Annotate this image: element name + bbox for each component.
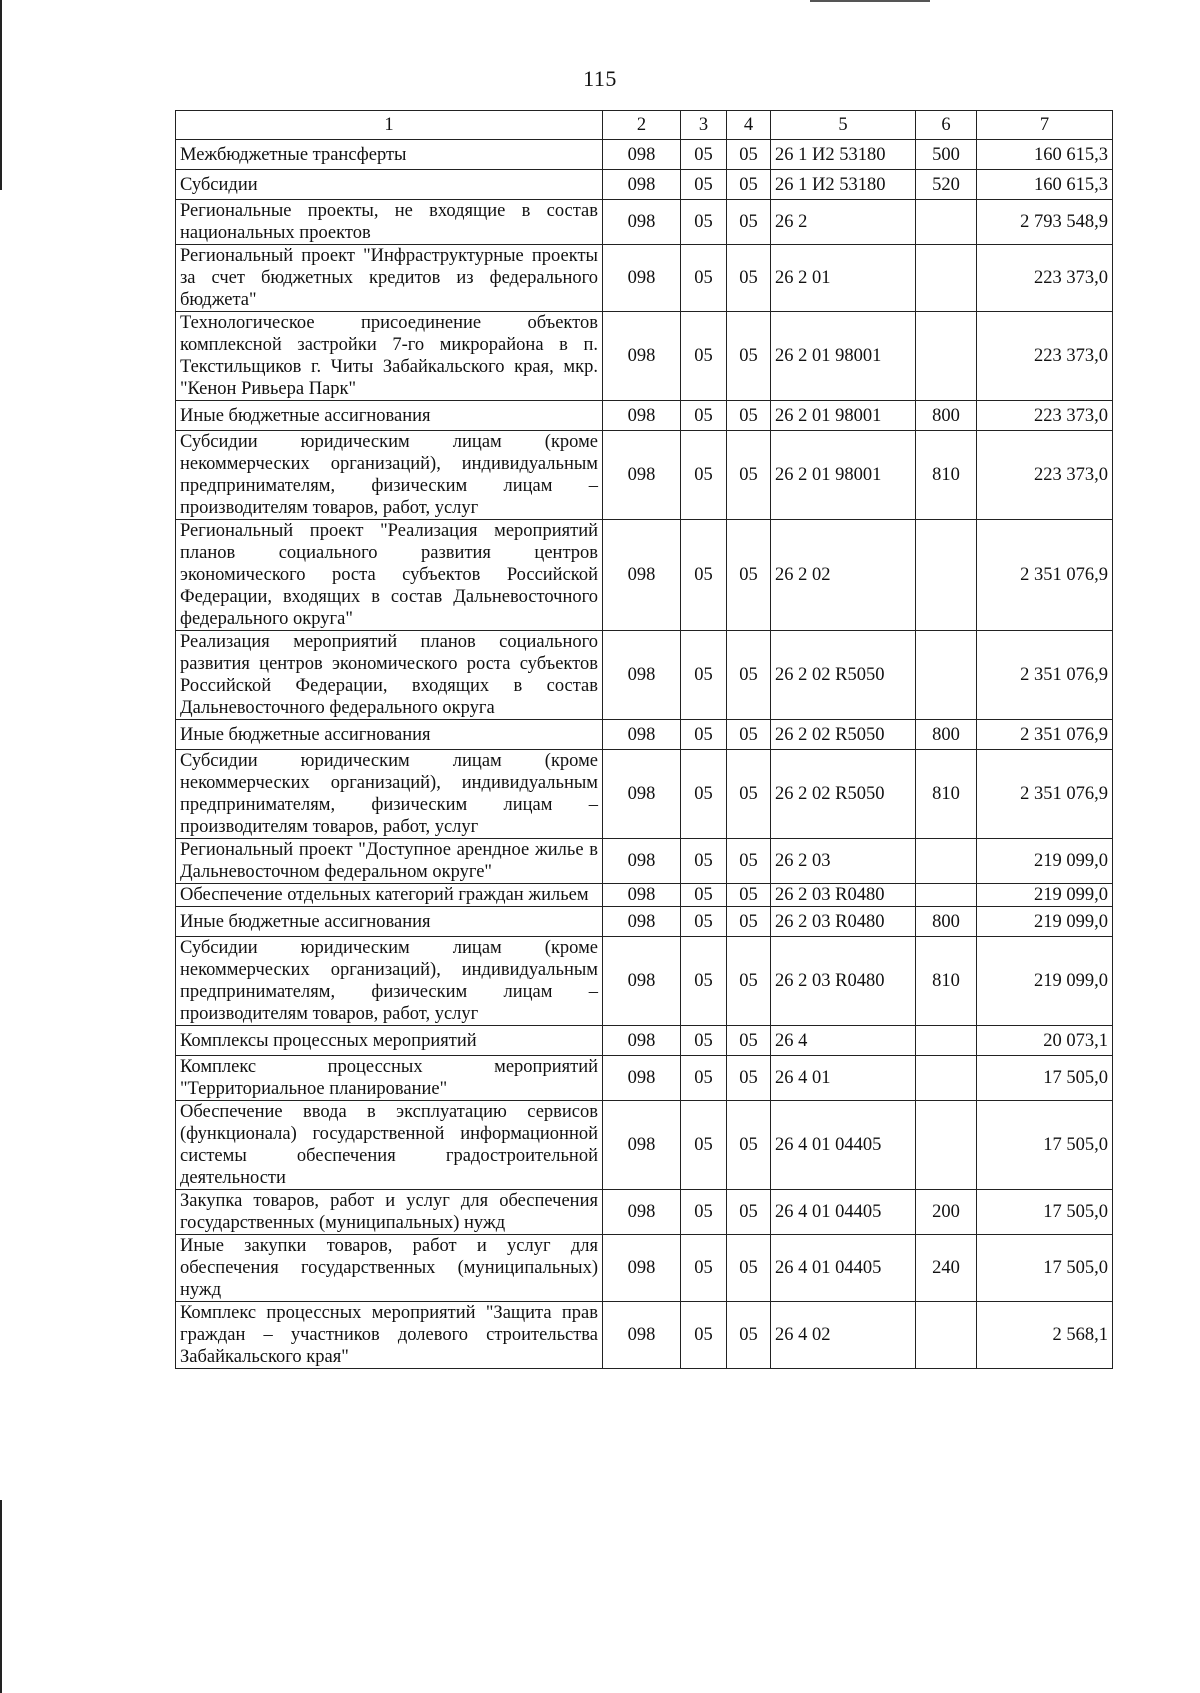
table-row	[176, 1026, 1113, 1056]
row-expense-type-cell: 800	[916, 907, 977, 937]
row-target-article-cell: 26 4 01 04405	[771, 1190, 916, 1235]
row-section-cell: 05	[681, 401, 727, 431]
table-row	[176, 631, 1113, 720]
row-amount-cell: 17 505,0	[977, 1235, 1113, 1302]
scan-edge-left-top	[0, 0, 2, 190]
row-code-cell: 098	[603, 1190, 681, 1235]
row-code-cell: 098	[603, 200, 681, 245]
row-name-cell: Иные бюджетные ассигнования	[176, 907, 603, 937]
row-amount-cell: 2 351 076,9	[977, 750, 1113, 839]
row-code-cell: 098	[603, 401, 681, 431]
row-name-cell: Комплексы процессных мероприятий	[176, 1026, 603, 1056]
row-expense-type-cell	[916, 245, 977, 312]
table-row	[176, 170, 1113, 200]
row-section-cell: 05	[681, 1302, 727, 1369]
row-expense-type-cell: 500	[916, 140, 977, 170]
row-amount-cell: 160 615,3	[977, 170, 1113, 200]
row-subsection-cell: 05	[727, 1190, 771, 1235]
row-subsection-cell: 05	[727, 200, 771, 245]
row-section-cell: 05	[681, 1190, 727, 1235]
row-expense-type-cell	[916, 520, 977, 631]
table-row	[176, 520, 1113, 631]
column-header: 3	[681, 111, 727, 140]
table-row	[176, 839, 1113, 884]
row-name-cell: Закупка товаров, работ и услуг для обеспечения государственных (муниципальных) нужд	[176, 1190, 603, 1235]
row-name-cell: Технологическое присоединение объектов комплексной застройки 7-го микрорайона в п. Текстильщиков г. Читы Забайкальского края, мкр. "Кенон Ривьера Парк"	[176, 312, 603, 401]
row-name-cell: Иные бюджетные ассигнования	[176, 401, 603, 431]
row-subsection-cell: 05	[727, 140, 771, 170]
row-section-cell: 05	[681, 937, 727, 1026]
row-code-cell: 098	[603, 520, 681, 631]
row-code-cell: 098	[603, 245, 681, 312]
row-section-cell: 05	[681, 170, 727, 200]
column-header: 2	[603, 111, 681, 140]
row-expense-type-cell: 520	[916, 170, 977, 200]
row-name-cell: Обеспечение ввода в эксплуатацию сервисов (функционала) государственной информационной системы обеспечения градостроительной деятельности	[176, 1101, 603, 1190]
row-amount-cell: 219 099,0	[977, 839, 1113, 884]
row-amount-cell: 2 568,1	[977, 1302, 1113, 1369]
table-row	[176, 245, 1113, 312]
row-target-article-cell: 26 2 02	[771, 520, 916, 631]
row-subsection-cell: 05	[727, 312, 771, 401]
row-section-cell: 05	[681, 1235, 727, 1302]
row-name-cell: Субсидии юридическим лицам (кроме некоммерческих организаций), индивидуальным предпринимателям, физическим лицам – производителям товаров, работ, услуг	[176, 937, 603, 1026]
row-target-article-cell: 26 1 И2 53180	[771, 170, 916, 200]
table-row	[176, 401, 1113, 431]
row-expense-type-cell	[916, 312, 977, 401]
row-name-cell: Межбюджетные трансферты	[176, 140, 603, 170]
row-name-cell: Региональный проект "Доступное арендное жилье в Дальневосточном федеральном округе"	[176, 839, 603, 884]
row-name-cell: Субсидии юридическим лицам (кроме некоммерческих организаций), индивидуальным предпринимателям, физическим лицам – производителям товаров, работ, услуг	[176, 750, 603, 839]
column-header: 7	[977, 111, 1113, 140]
table-row	[176, 937, 1113, 1026]
row-section-cell: 05	[681, 1101, 727, 1190]
row-name-cell: Комплекс процессных мероприятий "Территориальное планирование"	[176, 1056, 603, 1101]
row-name-cell: Региональный проект "Реализация мероприятий планов социального развития центров экономического роста субъектов Российской Федерации, входящих в состав Дальневосточного федерального округа"	[176, 520, 603, 631]
row-name-cell: Региональные проекты, не входящие в состав национальных проектов	[176, 200, 603, 245]
column-header: 4	[727, 111, 771, 140]
row-name-cell: Обеспечение отдельных категорий граждан жильем	[176, 884, 603, 907]
row-subsection-cell: 05	[727, 1026, 771, 1056]
row-name-cell: Иные закупки товаров, работ и услуг для обеспечения государственных (муниципальных) нужд	[176, 1235, 603, 1302]
row-target-article-cell: 26 2 02 R5050	[771, 720, 916, 750]
row-amount-cell: 2 793 548,9	[977, 200, 1113, 245]
row-amount-cell: 219 099,0	[977, 937, 1113, 1026]
row-amount-cell: 223 373,0	[977, 401, 1113, 431]
row-subsection-cell: 05	[727, 520, 771, 631]
row-code-cell: 098	[603, 750, 681, 839]
row-expense-type-cell: 200	[916, 1190, 977, 1235]
row-code-cell: 098	[603, 839, 681, 884]
table-row	[176, 431, 1113, 520]
row-subsection-cell: 05	[727, 1056, 771, 1101]
page-number: 115	[583, 66, 617, 91]
row-subsection-cell: 05	[727, 720, 771, 750]
table-row	[176, 200, 1113, 245]
row-name-cell: Иные бюджетные ассигнования	[176, 720, 603, 750]
row-section-cell: 05	[681, 431, 727, 520]
row-amount-cell: 17 505,0	[977, 1056, 1113, 1101]
row-subsection-cell: 05	[727, 937, 771, 1026]
row-code-cell: 098	[603, 1026, 681, 1056]
table-row	[176, 140, 1113, 170]
row-target-article-cell: 26 4 02	[771, 1302, 916, 1369]
row-code-cell: 098	[603, 431, 681, 520]
row-expense-type-cell: 810	[916, 750, 977, 839]
row-name-cell: Субсидии юридическим лицам (кроме некоммерческих организаций), индивидуальным предпринимателям, физическим лицам – производителям товаров, работ, услуг	[176, 431, 603, 520]
budget-table	[175, 110, 1113, 1369]
row-subsection-cell: 05	[727, 884, 771, 907]
row-target-article-cell: 26 1 И2 53180	[771, 140, 916, 170]
row-expense-type-cell	[916, 884, 977, 907]
row-expense-type-cell	[916, 1302, 977, 1369]
row-expense-type-cell	[916, 1026, 977, 1056]
row-target-article-cell: 26 2 01 98001	[771, 431, 916, 520]
row-subsection-cell: 05	[727, 839, 771, 884]
row-amount-cell: 160 615,3	[977, 140, 1113, 170]
row-amount-cell: 219 099,0	[977, 884, 1113, 907]
row-amount-cell: 2 351 076,9	[977, 631, 1113, 720]
row-target-article-cell: 26 2 03 R0480	[771, 884, 916, 907]
row-code-cell: 098	[603, 937, 681, 1026]
row-code-cell: 098	[603, 312, 681, 401]
row-name-cell: Реализация мероприятий планов социального развития центров экономического роста субъектов Российской Федерации, входящих в состав Дальневосточного федерального округа	[176, 631, 603, 720]
row-target-article-cell: 26 4 01 04405	[771, 1235, 916, 1302]
row-subsection-cell: 05	[727, 750, 771, 839]
row-target-article-cell: 26 2 01	[771, 245, 916, 312]
row-expense-type-cell: 810	[916, 937, 977, 1026]
row-name-cell: Субсидии	[176, 170, 603, 200]
table-row	[176, 720, 1113, 750]
row-code-cell: 098	[603, 907, 681, 937]
row-expense-type-cell	[916, 1056, 977, 1101]
row-name-cell: Региональный проект "Инфраструктурные проекты за счет бюджетных кредитов из федерального бюджета"	[176, 245, 603, 312]
row-amount-cell: 17 505,0	[977, 1101, 1113, 1190]
table-row	[176, 1235, 1113, 1302]
row-section-cell: 05	[681, 1026, 727, 1056]
table-row	[176, 1056, 1113, 1101]
row-section-cell: 05	[681, 520, 727, 631]
row-amount-cell: 223 373,0	[977, 431, 1113, 520]
row-target-article-cell: 26 2 03	[771, 839, 916, 884]
row-target-article-cell: 26 2 01 98001	[771, 312, 916, 401]
row-amount-cell: 20 073,1	[977, 1026, 1113, 1056]
row-code-cell: 098	[603, 140, 681, 170]
column-header: 5	[771, 111, 916, 140]
row-section-cell: 05	[681, 200, 727, 245]
table-row	[176, 1302, 1113, 1369]
row-target-article-cell: 26 2 03 R0480	[771, 907, 916, 937]
row-section-cell: 05	[681, 884, 727, 907]
row-code-cell: 098	[603, 631, 681, 720]
row-section-cell: 05	[681, 1056, 727, 1101]
column-header: 1	[176, 111, 603, 140]
row-section-cell: 05	[681, 720, 727, 750]
row-expense-type-cell: 800	[916, 720, 977, 750]
row-expense-type-cell	[916, 839, 977, 884]
row-target-article-cell: 26 4 01	[771, 1056, 916, 1101]
row-target-article-cell: 26 4	[771, 1026, 916, 1056]
row-expense-type-cell: 810	[916, 431, 977, 520]
row-subsection-cell: 05	[727, 1302, 771, 1369]
row-expense-type-cell	[916, 200, 977, 245]
row-target-article-cell: 26 2 01 98001	[771, 401, 916, 431]
row-code-cell: 098	[603, 1101, 681, 1190]
table-row	[176, 1190, 1113, 1235]
row-section-cell: 05	[681, 907, 727, 937]
row-expense-type-cell: 240	[916, 1235, 977, 1302]
row-subsection-cell: 05	[727, 1101, 771, 1190]
row-amount-cell: 17 505,0	[977, 1190, 1113, 1235]
row-amount-cell: 223 373,0	[977, 312, 1113, 401]
column-header: 6	[916, 111, 977, 140]
table-row	[176, 312, 1113, 401]
row-code-cell: 098	[603, 1302, 681, 1369]
row-section-cell: 05	[681, 312, 727, 401]
row-amount-cell: 2 351 076,9	[977, 520, 1113, 631]
row-subsection-cell: 05	[727, 907, 771, 937]
scan-edge-mark	[810, 0, 930, 2]
row-subsection-cell: 05	[727, 170, 771, 200]
row-code-cell: 098	[603, 884, 681, 907]
row-expense-type-cell	[916, 631, 977, 720]
header-row	[176, 111, 1113, 140]
row-subsection-cell: 05	[727, 631, 771, 720]
table-row	[176, 884, 1113, 907]
row-name-cell: Комплекс процессных мероприятий "Защита прав граждан – участников долевого строительства Забайкальского края"	[176, 1302, 603, 1369]
row-amount-cell: 219 099,0	[977, 907, 1113, 937]
row-subsection-cell: 05	[727, 245, 771, 312]
row-expense-type-cell: 800	[916, 401, 977, 431]
row-code-cell: 098	[603, 1056, 681, 1101]
row-target-article-cell: 26 4 01 04405	[771, 1101, 916, 1190]
row-subsection-cell: 05	[727, 431, 771, 520]
row-code-cell: 098	[603, 1235, 681, 1302]
row-amount-cell: 223 373,0	[977, 245, 1113, 312]
row-section-cell: 05	[681, 839, 727, 884]
scan-edge-left-bottom	[0, 1500, 2, 1693]
row-target-article-cell: 26 2	[771, 200, 916, 245]
row-section-cell: 05	[681, 750, 727, 839]
row-section-cell: 05	[681, 140, 727, 170]
row-target-article-cell: 26 2 02 R5050	[771, 631, 916, 720]
table-row	[176, 750, 1113, 839]
row-section-cell: 05	[681, 245, 727, 312]
row-code-cell: 098	[603, 170, 681, 200]
row-amount-cell: 2 351 076,9	[977, 720, 1113, 750]
row-subsection-cell: 05	[727, 401, 771, 431]
row-subsection-cell: 05	[727, 1235, 771, 1302]
row-target-article-cell: 26 2 03 R0480	[771, 937, 916, 1026]
table-row	[176, 907, 1113, 937]
row-section-cell: 05	[681, 631, 727, 720]
row-target-article-cell: 26 2 02 R5050	[771, 750, 916, 839]
row-code-cell: 098	[603, 720, 681, 750]
table-row	[176, 1101, 1113, 1190]
row-expense-type-cell	[916, 1101, 977, 1190]
